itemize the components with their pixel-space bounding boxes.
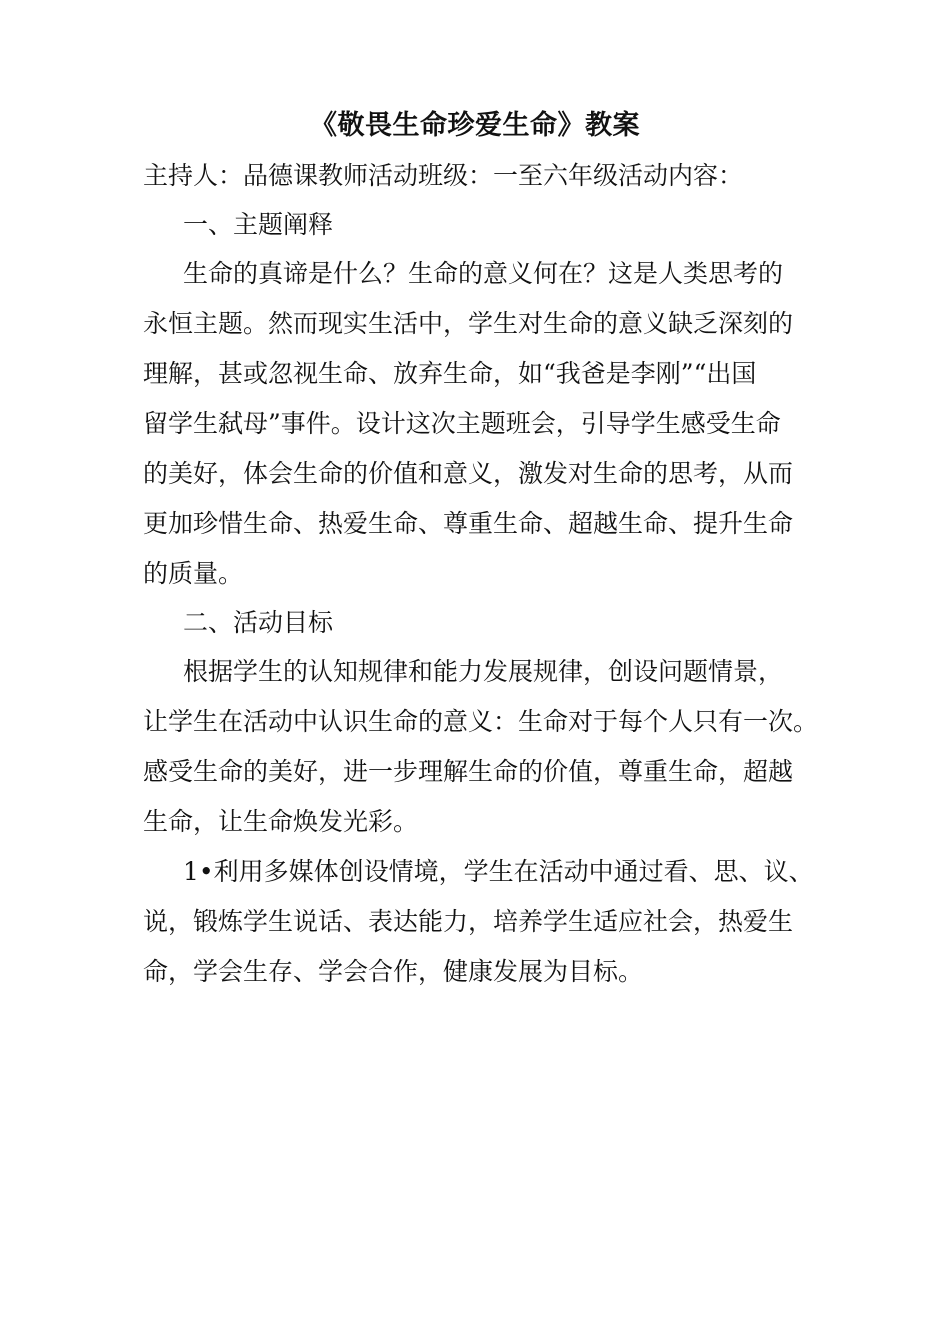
paragraph-line: 留学生弑母”事件。设计这次主题班会，引导学生感受生命 xyxy=(143,409,781,438)
paragraph-line: 更加珍惜生命、热爱生命、尊重生命、超越生命、提升生命 xyxy=(143,509,794,538)
paragraph-line: 的美好，体会生命的价值和意义，激发对生命的思考，从而 xyxy=(143,459,794,488)
paragraph-line: 感受生命的美好，进一步理解生命的价值，尊重生命，超越 xyxy=(143,757,794,786)
paragraph-line: 永恒主题。然而现实生活中，学生对生命的意义缺乏深刻的 xyxy=(143,309,794,338)
paragraph-line: 让学生在活动中认识生命的意义：生命对于每个人只有一次。 xyxy=(143,707,819,736)
list-item-line: 命，学会生存、学会合作，健康发展为目标。 xyxy=(143,957,644,986)
list-item-line: 说，锻炼学生说话、表达能力，培养学生适应社会，热爱生 xyxy=(143,907,794,936)
section-heading-goals: 二、活动目标 xyxy=(183,608,334,637)
paragraph-line: 理解，甚或忽视生命、放弃生命，如“我爸是李刚”“出国 xyxy=(143,359,757,388)
paragraph-line: 根据学生的认知规律和能力发展规律，创设问题情景， xyxy=(183,657,784,686)
paragraph-line: 生命，让生命焕发光彩。 xyxy=(143,807,419,836)
paragraph-line: 的质量。 xyxy=(143,559,244,588)
paragraph-line: 生命的真谛是什么？生命的意义何在？这是人类思考的 xyxy=(183,259,784,288)
list-item-line: 1•利用多媒体创设情境，学生在活动中通过看、思、议、 xyxy=(183,857,814,886)
section-heading-theme: 一、主题阐释 xyxy=(183,210,334,239)
host-line: 主持人：品德课教师活动班级：一至六年级活动内容： xyxy=(143,161,744,190)
document-title: 《敬畏生命珍爱生命》教案 xyxy=(310,110,640,141)
